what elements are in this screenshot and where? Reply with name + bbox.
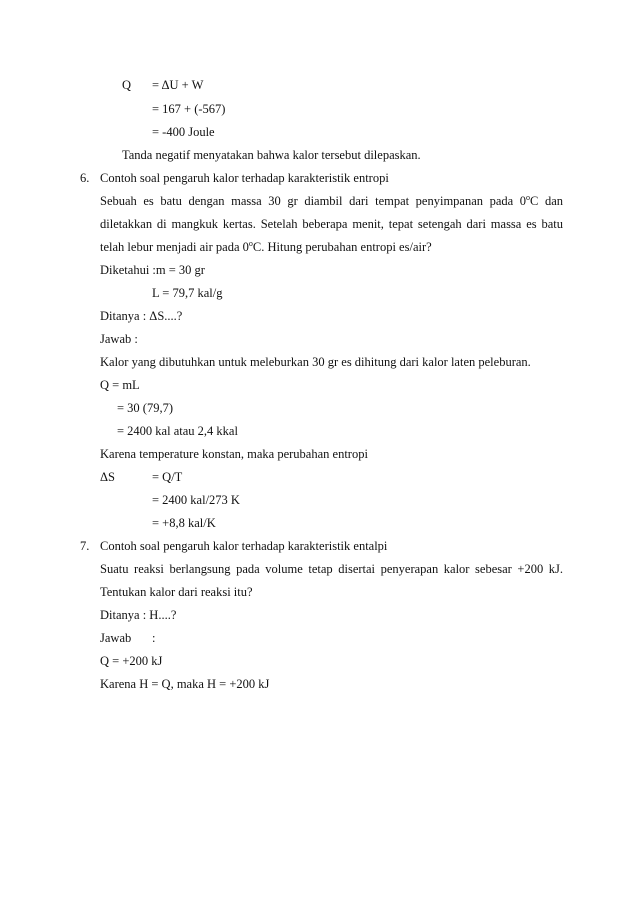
equation-line: = +8,8 kal/K <box>152 516 216 530</box>
paragraph-text: C. Hitung perubahan entropi es/air? <box>252 240 432 254</box>
superscript: o <box>248 238 253 248</box>
superscript: o <box>526 192 531 202</box>
item-title: Contoh soal pengaruh kalor terhadap karakteristik entalpi <box>100 539 388 553</box>
answer-label: Jawab <box>100 631 132 645</box>
note-text: Tanda negatif menyatakan bahwa kalor tersebut dilepaskan. <box>122 148 421 162</box>
paragraph-line <box>100 562 563 577</box>
item-title: Contoh soal pengaruh kalor terhadap karakteristik entropi <box>100 171 389 185</box>
q-label: Q <box>122 78 132 92</box>
paragraph-line: Tentukan kalor dari reaksi itu? <box>100 585 253 599</box>
paragraph-text: C dan <box>530 194 563 208</box>
statement-text: Karena temperature konstan, maka perubahan entropi <box>100 447 368 461</box>
paragraph-text: Sebuah es batu dengan massa 30 gr diambil dari tempat penyimpanan pada 0 <box>100 194 527 208</box>
asked-label: Ditanya : ΔS....? <box>100 309 183 323</box>
paragraph-text: telah lebur menjadi air pada 0 <box>100 240 249 254</box>
ds-label: ΔS <box>100 470 115 484</box>
answer-label: Jawab : <box>100 332 138 346</box>
equation-line: = 167 + (-567) <box>152 102 226 116</box>
equation-line: = -400 Joule <box>152 125 215 139</box>
equation-line: = ΔU + W <box>152 78 204 92</box>
known-label: Diketahui :m = 30 gr <box>100 263 205 277</box>
answer-text: Kalor yang dibutuhkan untuk meleburkan 30 gr es dihitung dari kalor laten peleburan. <box>100 355 531 369</box>
known-value: L = 79,7 kal/g <box>152 286 223 300</box>
paragraph-line <box>100 217 563 232</box>
equation-line: = 2400 kal/273 K <box>152 493 240 507</box>
equation-line: = 30 (79,7) <box>117 401 173 415</box>
equation-line: = Q/T <box>152 470 183 484</box>
equation-line: = 2400 kal atau 2,4 kkal <box>117 424 238 438</box>
asked-label: Ditanya : H....? <box>100 608 177 622</box>
paragraph-line <box>100 194 563 209</box>
item-number: 7. <box>80 539 90 553</box>
paragraph-line <box>100 240 432 255</box>
equation-line: Q = mL <box>100 378 140 392</box>
answer-colon: : <box>152 631 156 645</box>
equation-line: Q = +200 kJ <box>100 654 163 668</box>
item-number: 6. <box>80 171 90 185</box>
conclusion-text: Karena H = Q, maka H = +200 kJ <box>100 677 270 691</box>
paragraph-text: diletakkan di mangkuk kertas. Setelah beberapa menit, tepat setengah dari massa es batu <box>100 217 563 231</box>
paragraph-text: Suatu reaksi berlangsung pada volume tetap disertai penyerapan kalor sebesar +200 kJ. <box>100 562 563 576</box>
